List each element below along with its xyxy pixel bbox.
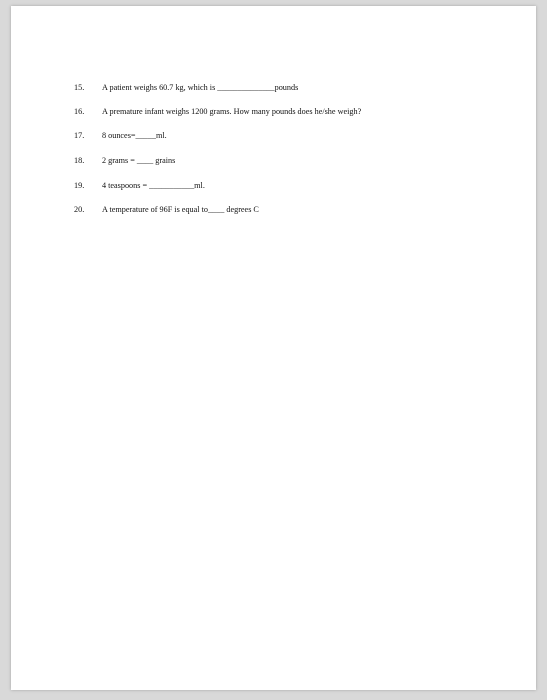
question-number: 19. [74,181,85,190]
question-text: 2 grams = ____ grains [102,156,176,165]
question-number: 17. [74,131,85,140]
question-15 [74,81,298,95]
question-text: 4 teaspoons = ___________ml. [102,181,205,190]
document-page [11,6,536,690]
question-18 [74,154,175,168]
question-number: 20. [74,205,85,214]
question-number: 18. [74,156,85,165]
question-text: A temperature of 96F is equal to____ degrees C [102,205,259,214]
question-17 [74,129,167,143]
question-text: 8 ounces=_____ml. [102,131,167,140]
question-19 [74,179,205,193]
question-text: A premature infant weighs 1200 grams. How many pounds does he/she weigh? [102,107,362,116]
question-16 [74,105,361,119]
question-number: 16. [74,107,85,116]
question-text: A patient weighs 60.7 kg, which is ______________pounds [102,83,299,92]
question-number: 15. [74,83,85,92]
question-20 [74,203,259,217]
